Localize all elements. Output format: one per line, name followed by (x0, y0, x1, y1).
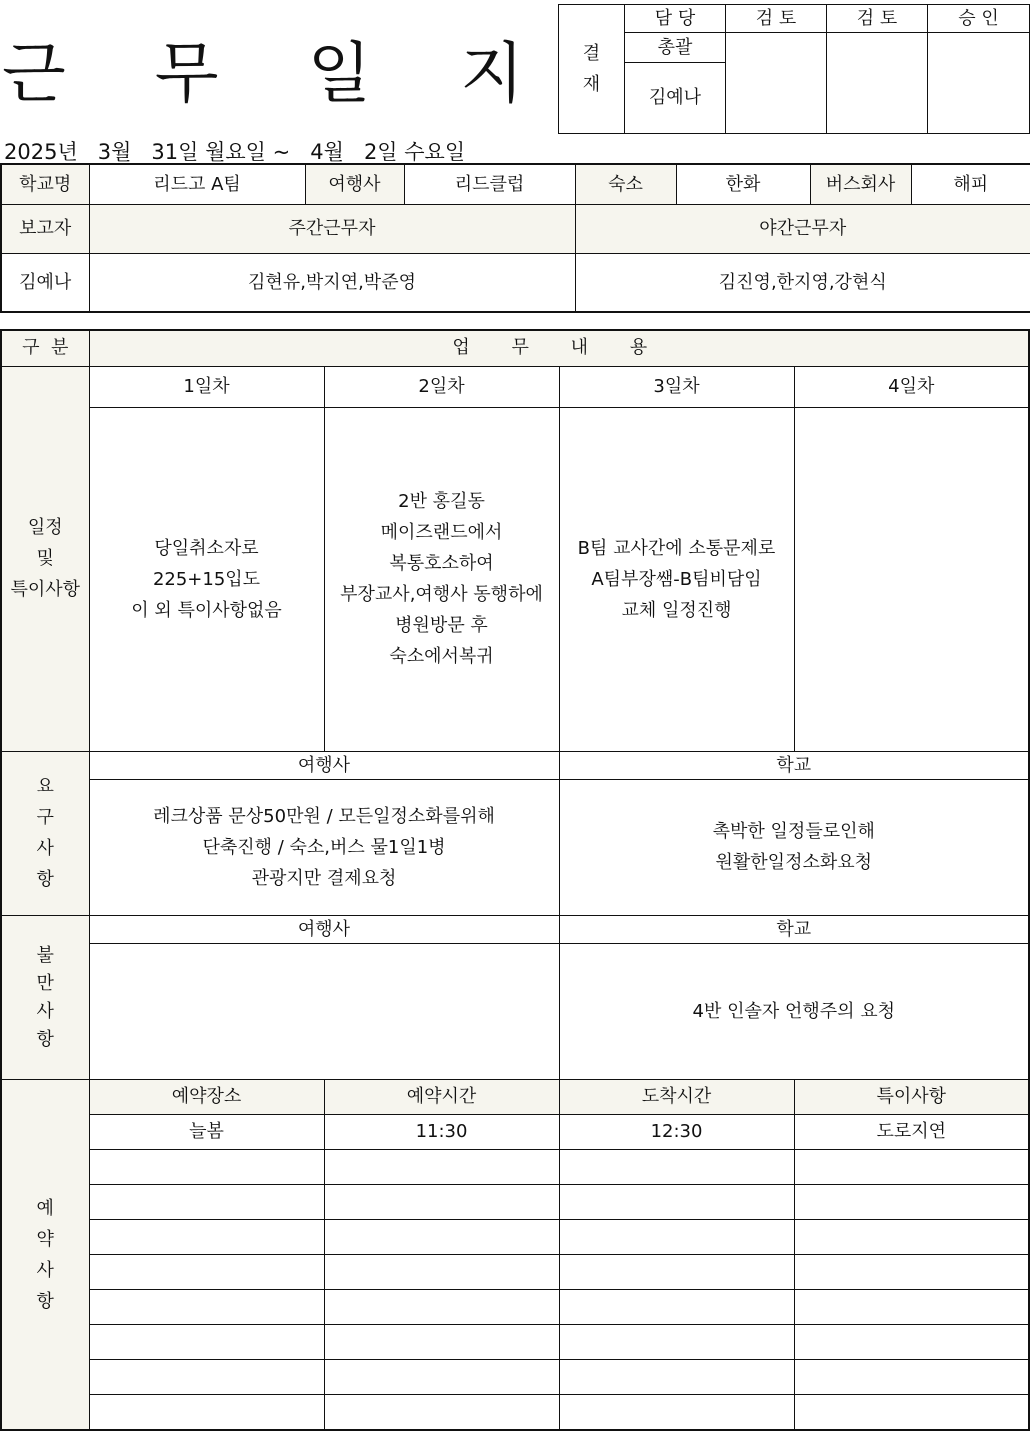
reservation-place[interactable] (89, 1255, 324, 1290)
reservation-note[interactable] (794, 1185, 1029, 1220)
reservation-arrival[interactable] (559, 1185, 794, 1220)
lodging-value: 한화 (676, 164, 810, 205)
reservation-note[interactable] (794, 1395, 1029, 1430)
approval-sign-review-1[interactable] (726, 33, 827, 134)
reservation-time[interactable] (324, 1255, 559, 1290)
info-table (0, 163, 1030, 313)
reporter-value: 김예나 (1, 253, 89, 312)
agency-label: 여행사 (305, 164, 404, 205)
reservation-place[interactable] (89, 1325, 324, 1360)
requests-school-content: 촉박한 일정들로인해 원활한일정소화요청 (559, 779, 1029, 915)
reservation-arrival[interactable] (559, 1360, 794, 1395)
reservation-place[interactable] (89, 1185, 324, 1220)
day-4-notes (794, 407, 1029, 751)
approval-side-label: 결 재 (559, 5, 625, 134)
night-staff-value: 김진영,한지영,강현식 (575, 253, 1030, 312)
day-3-header: 3일차 (559, 366, 794, 407)
day-staff-value: 김현유,박지연,박준영 (89, 253, 575, 312)
reservation-place[interactable] (89, 1290, 324, 1325)
reservation-arrival[interactable] (559, 1150, 794, 1185)
day-2-header: 2일차 (324, 366, 559, 407)
day-3-notes: B팀 교사간에 소통문제로 A팀부장쌤-B팀비담임 교체 일정진행 (559, 407, 794, 751)
lodging-label: 숙소 (575, 164, 676, 205)
complaints-school-content: 4반 인솔자 언행주의 요청 (559, 944, 1029, 1080)
reservation-time[interactable] (324, 1185, 559, 1220)
requests-label: 요 구 사 항 (1, 751, 89, 915)
approval-name-in-charge: 김예나 (625, 63, 726, 134)
day-1-notes: 당일취소자로 225+15입도 이 외 특이사항없음 (89, 407, 324, 751)
reservation-time[interactable] (324, 1150, 559, 1185)
reservation-note[interactable] (794, 1255, 1029, 1290)
complaints-label: 불 만 사 항 (1, 916, 89, 1080)
approval-sign-review-2[interactable] (827, 33, 928, 134)
reservation-arrival[interactable] (559, 1325, 794, 1360)
day-staff-label: 주간근무자 (89, 205, 575, 254)
reservation-place[interactable] (89, 1220, 324, 1255)
reservation-place[interactable] (89, 1360, 324, 1395)
reservation-time[interactable] (324, 1360, 559, 1395)
day-1-header: 1일차 (89, 366, 324, 407)
document-title: 근 무 일 지 (2, 35, 558, 112)
reporter-label: 보고자 (1, 205, 89, 254)
reservation-arrival[interactable] (559, 1255, 794, 1290)
reservation-arrival[interactable] (559, 1290, 794, 1325)
work-content-header: 업 무 내 용 (89, 330, 1029, 366)
work-period: 2025년 3월 31일 월요일 ~ 4월 2일 수요일 (4, 140, 466, 164)
approval-header-in-charge: 담 당 (625, 5, 726, 33)
reservation-arrival[interactable] (559, 1395, 794, 1430)
reservation-time[interactable] (324, 1220, 559, 1255)
requests-school-header: 학교 (559, 751, 1029, 779)
reservation-time: 11:30 (324, 1115, 559, 1150)
reservation-note: 도로지연 (794, 1115, 1029, 1150)
reservation-note[interactable] (794, 1150, 1029, 1185)
reservation-note[interactable] (794, 1290, 1029, 1325)
reservation-time[interactable] (324, 1325, 559, 1360)
work-table (0, 329, 1030, 1431)
reservation-header-arrival: 도착시간 (559, 1080, 794, 1115)
complaints-school-header: 학교 (559, 916, 1029, 944)
reservation-place[interactable] (89, 1395, 324, 1430)
reservation-header-note: 특이사항 (794, 1080, 1029, 1115)
approval-header-review-2: 검 토 (827, 5, 928, 33)
approval-role-in-charge: 총괄 (625, 33, 726, 63)
approval-sign-approve[interactable] (928, 33, 1030, 134)
night-staff-label: 야간근무자 (575, 205, 1030, 254)
complaints-agency-header: 여행사 (89, 916, 559, 944)
approval-header-review-1: 검 토 (726, 5, 827, 33)
approval-table (558, 4, 1030, 134)
reservation-time[interactable] (324, 1290, 559, 1325)
reservation-time[interactable] (324, 1395, 559, 1430)
bus-value: 해피 (911, 164, 1030, 205)
category-header: 구 분 (1, 330, 89, 366)
reservation-header-time: 예약시간 (324, 1080, 559, 1115)
reservation-arrival: 12:30 (559, 1115, 794, 1150)
approval-header-approve: 승 인 (928, 5, 1030, 33)
schedule-label: 일정 및 특이사항 (1, 366, 89, 751)
day-4-header: 4일차 (794, 366, 1029, 407)
requests-agency-header: 여행사 (89, 751, 559, 779)
school-label: 학교명 (1, 164, 89, 205)
school-value: 리드고 A팀 (89, 164, 305, 205)
bus-label: 버스회사 (810, 164, 911, 205)
complaints-agency-content (89, 944, 559, 1080)
reservation-note[interactable] (794, 1360, 1029, 1395)
requests-agency-content: 레크상품 문상50만원 / 모든일정소화를위해 단축진행 / 숙소,버스 물1일1병 관광지만 결제요청 (89, 779, 559, 915)
day-2-notes: 2반 홍길동 메이즈랜드에서 복통호소하여 부장교사,여행사 동행하에 병원방문 후 숙소에서복귀 (324, 407, 559, 751)
reservation-header-place: 예약장소 (89, 1080, 324, 1115)
reservation-label: 예 약 사 항 (1, 1080, 89, 1430)
reservation-note[interactable] (794, 1220, 1029, 1255)
reservation-place: 늘봄 (89, 1115, 324, 1150)
reservation-arrival[interactable] (559, 1220, 794, 1255)
reservation-place[interactable] (89, 1150, 324, 1185)
reservation-note[interactable] (794, 1325, 1029, 1360)
agency-value: 리드클럽 (404, 164, 575, 205)
